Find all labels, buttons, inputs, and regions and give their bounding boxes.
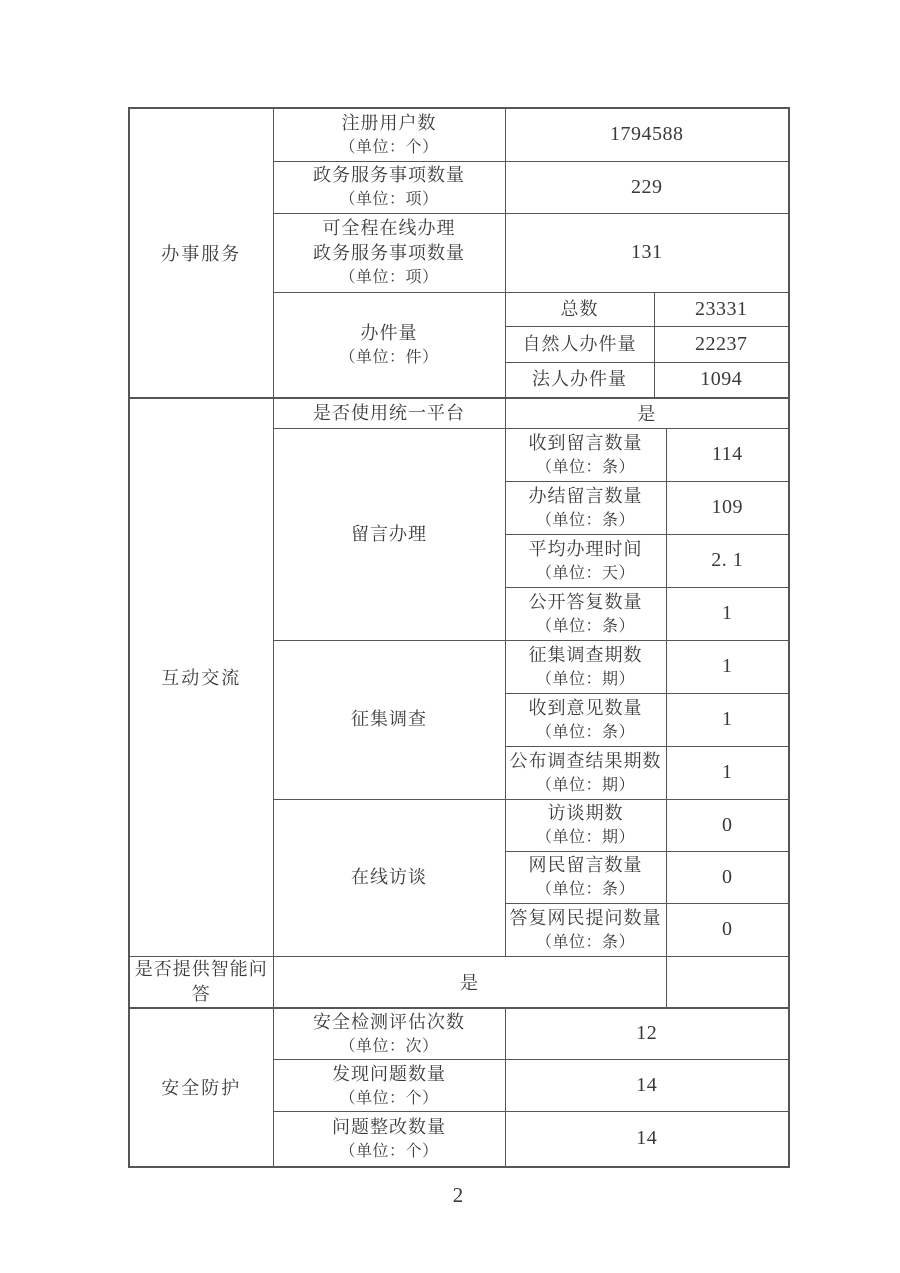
label-cell-service-items [273,161,505,213]
value-cell-legal-person: 1094 [654,362,789,398]
label-cell-registered-users [273,108,505,161]
row-label: 办结留言数量 [528,485,643,506]
row-label: 征集调查期数 [528,644,643,665]
label-cell-survey-periods [505,640,666,693]
group-cell-banshi-fuwu [129,108,273,398]
label-cell-unified-platform: 是否使用统一平台 [273,398,505,428]
label-cell-netizen-messages [505,851,666,903]
row-unit: （单位：天） [535,564,635,582]
value-cell-online-items: 131 [505,213,789,292]
value-cell-questions-answered: 0 [666,903,789,956]
subgroup-cell-liuyan-banli: 留言办理 [273,428,505,640]
row-unit: （单位：次） [339,1037,439,1055]
value-cell-interview-periods: 0 [666,799,789,851]
row-unit: （单位：项） [339,269,439,286]
row-registered-users [129,108,789,161]
row-unit: （单位：条） [535,458,635,476]
row-label: 发现问题数量 [332,1063,446,1084]
value-cell-msgs-received: 114 [666,428,789,481]
value-cell-avg-handle-time: 2. 1 [666,534,789,587]
label-cell-problems-fixed [273,1112,505,1167]
value-cell-opinions-received: 1 [666,693,789,746]
value-cell-msgs-handled: 109 [666,481,789,534]
row-label: 访谈期数 [547,803,624,823]
label-cell-results-published [505,746,666,799]
value-cell-total-cases: 23331 [654,292,789,326]
row-unit: （单位：条） [535,617,635,635]
statistics-table [128,107,790,1168]
label-cell-security-checks [273,1008,505,1060]
subgroup-label: 办件量 [360,322,418,343]
row-unit: （单位：条） [535,511,635,529]
row-label: 问题整改数量 [332,1116,446,1137]
value-cell-netizen-messages: 0 [666,851,789,903]
row-unit: （单位：期） [535,776,635,794]
label-cell-problems-found [273,1060,505,1112]
subgroup-unit: （单位：件） [339,348,439,366]
row-unit: （单位：项） [339,191,439,208]
group-label-hudong-jiaoliu: 互动交流 [161,668,242,689]
row-smart-qa [129,956,789,1008]
value-cell-smart-qa: 是 [273,956,666,1008]
value-cell-problems-found: 14 [505,1060,789,1112]
row-label: 公开答复数量 [528,591,643,612]
row-unit: （单位：条） [535,933,635,951]
value-cell-natural-person: 22237 [654,326,789,362]
row-unit: （单位：条） [535,881,635,898]
group-cell-hudong-jiaoliu [129,398,273,956]
value-cell-service-items: 229 [505,161,789,213]
subgroup-cell-zhengji-diaocha: 征集调查 [273,640,505,799]
row-unit: （单位：期） [535,670,635,688]
page-number: 2 [452,1183,464,1207]
subgroup-cell-banjianliang [273,292,505,398]
row-label: 收到意见数量 [528,697,643,718]
row-label: 公布调查结果期数 [509,750,662,771]
row-label: 网民留言数量 [528,855,643,875]
label-cell-interview-periods [505,799,666,851]
row-unit: （单位：个） [339,138,439,156]
label-cell-online-items [273,213,505,292]
row-label: 平均办理时间 [528,538,643,559]
row-label: 注册用户数 [341,112,437,133]
value-cell-problems-fixed: 14 [505,1112,789,1167]
row-label: 答复网民提问数量 [509,907,662,928]
label-cell-public-replies [505,587,666,640]
group-cell-anquan-fanghu [129,1008,273,1167]
label-cell-legal-person: 法人办件量 [505,362,654,398]
row-unit: （单位：个） [339,1089,439,1107]
group-label-banshi-fuwu: 办事服务 [161,244,242,264]
label-cell-total-cases: 总数 [505,292,654,326]
row-label: 可全程在线办理 [322,218,456,238]
row-label-line2: 政务服务事项数量 [313,243,465,263]
row-unit: （单位：条） [535,723,635,741]
row-unit: （单位：个） [339,1142,439,1160]
label-cell-avg-handle-time [505,534,666,587]
value-cell-registered-users: 1794588 [505,108,789,161]
subgroup-cell-zaixian-fangtan: 在线访谈 [273,799,505,956]
row-security-checks [129,1008,789,1060]
row-label: 政务服务事项数量 [313,165,465,185]
row-unit: （单位：期） [535,829,635,846]
label-cell-opinions-received [505,693,666,746]
value-cell-survey-periods: 1 [666,640,789,693]
row-label: 安全检测评估次数 [313,1011,465,1032]
value-cell-security-checks: 12 [505,1008,789,1060]
label-cell-natural-person: 自然人办件量 [505,326,654,362]
label-cell-msgs-handled [505,481,666,534]
value-cell-unified-platform: 是 [505,398,789,428]
label-cell-smart-qa: 是否提供智能问答 [129,956,273,1008]
row-unified-platform [129,398,789,428]
label-cell-msgs-received [505,428,666,481]
value-cell-public-replies: 1 [666,587,789,640]
label-cell-questions-answered [505,903,666,956]
group-label-anquan-fanghu: 安全防护 [161,1078,242,1098]
row-label: 收到留言数量 [528,432,643,453]
value-cell-results-published: 1 [666,746,789,799]
